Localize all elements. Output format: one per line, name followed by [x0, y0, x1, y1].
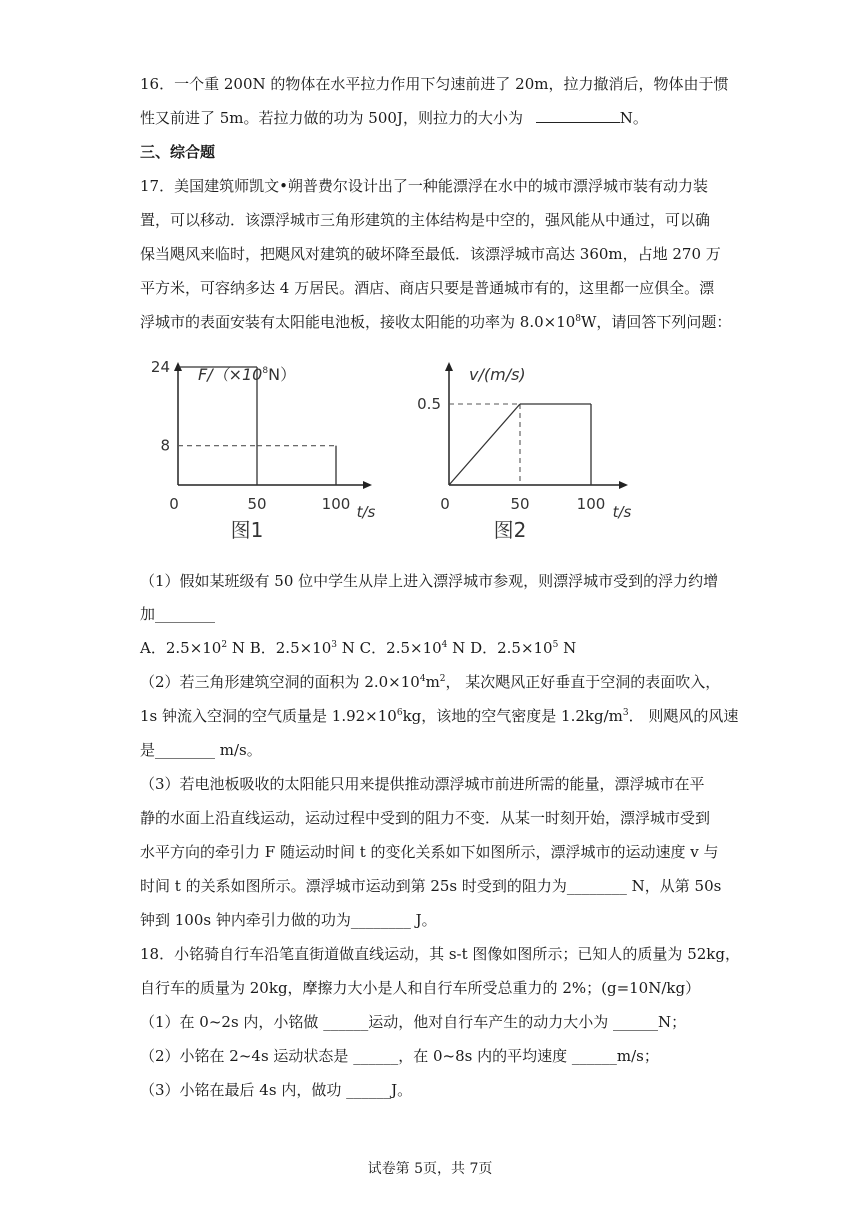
option-d-unit: N: [558, 639, 577, 657]
p2-l1-pre: （2）若三角形建筑空洞的面积为 2.0×10: [140, 673, 420, 691]
q17-line-1: 17．美国建筑师凯文•朔普费尔设计出了一种能漂浮在水中的城市漂浮城市装有动力装: [140, 177, 708, 195]
fig1-y-tick-label-0: 24: [150, 358, 170, 376]
fig2-caption: 图2: [493, 518, 527, 542]
fig1-x-axis-label: t/s: [356, 503, 376, 521]
option-d-sup: 5: [552, 640, 559, 650]
q18-part2: （2）小铭在 2~4s 运动状态是 ______，在 0~8s 内的平均速度 ______m/s；: [140, 1047, 659, 1065]
q16-line-2-text: 性又前进了 5m。若拉力做的功为 500J，则拉力的大小为: [140, 109, 523, 127]
fig1-x-axis-arrow: [363, 481, 372, 489]
q17-part3-line-2: 静的水面上沿直线运动，运动过程中受到的阻力不变．从某一时刻开始，漂浮城市受到: [140, 809, 711, 827]
p2-l2-pre: 1s 钟流入空洞的空气质量是 1.92×10: [140, 707, 397, 725]
q18-part1: （1）在 0~2s 内，小铭做 ______运动，他对自行车产生的动力大小为 ______N；: [140, 1013, 687, 1031]
fig1-y-axis-label: $F/(\times 10^8N)$: [198, 365, 297, 384]
fig2-y-axis-label: v/(m/s): [469, 365, 526, 384]
q18-line-2: 自行车的质量为 20kg，摩擦力大小是人和自行车所受总重力的 2%；(g=10N/kg）: [140, 979, 701, 997]
fig2-x-axis-arrow: [619, 481, 628, 489]
p2-l2-mid: kg，该地的空气密度是 1.2kg/m: [402, 707, 623, 725]
option-a-text: A．2.5×10: [140, 639, 222, 657]
page-footer: 试卷第 5页，共 7页: [367, 1161, 493, 1177]
q17-line-5: [140, 311, 731, 333]
p2-l1-mid: m: [425, 673, 440, 691]
p2-l2-sup2: 3: [622, 708, 629, 718]
q18-part3: （3）小铭在最后 4s 内，做功 ______J。: [140, 1081, 413, 1099]
q16-line-2: [140, 107, 648, 129]
option-a-sup: 2: [221, 640, 228, 650]
q17-options: [140, 637, 576, 659]
p2-l1-post: ， 某次飓风正好垂直于空洞的表面吹入，: [445, 673, 721, 691]
p2-l1-sup2: 2: [439, 674, 446, 684]
p2-l1-sup1: 4: [419, 674, 426, 684]
q16-line-1: 16．一个重 200N 的物体在水平拉力作用下匀速前进了 20m，拉力撤消后，物体由于惯: [140, 75, 729, 93]
option-b-text: N B．2.5×10: [227, 639, 332, 657]
q17-line-5-pre: 浮城市的表面安装有太阳能电池板，接收太阳能的功率为 8.0×10: [140, 313, 576, 331]
figures: [0, 350, 860, 560]
q17-part1-line-2: 加________: [140, 605, 216, 623]
fig2-origin-label: 0: [440, 495, 450, 513]
fig1-x-tick-label-1: 100: [321, 495, 351, 513]
q17-line-5-sup: 8: [575, 314, 582, 324]
fig2-x-tick-label-1: 100: [576, 495, 606, 513]
q17-part2-line-2: [140, 705, 738, 727]
fig2-y-axis-arrow: [445, 362, 453, 371]
q17-part3-line-5: 钟到 100s 钟内牵引力做的功为________ J。: [140, 911, 437, 929]
q18-line-1: 18．小铭骑自行车沿笔直街道做直线运动，其 s-t 图像如图所示；已知人的质量为 52kg，: [140, 945, 740, 963]
q16-line-2-unit: N。: [619, 109, 648, 127]
section-3-title: 三、综合题: [140, 143, 216, 161]
q17-part2-line-3: 是________ m/s。: [140, 741, 262, 759]
fig1-y-tick-label-1: 8: [160, 436, 170, 455]
q17-line-3: 保当飓风来临时，把飓风对建筑的破坏降至最低．该漂浮城市高达 360m，占地 270 万: [140, 245, 721, 263]
option-d-text: N D．2.5×10: [447, 639, 553, 657]
fig2-x-tick-label-0: 50: [510, 495, 530, 513]
q17-line-5-post: W，请回答下列问题：: [581, 313, 732, 331]
option-c-text: N C．2.5×10: [337, 639, 442, 657]
q17-line-4: 平方米，可容纳多达 4 万居民。酒店、商店只要是普通城市有的，这里都一应俱全。漂: [140, 279, 715, 297]
option-c-sup: 4: [441, 640, 448, 650]
fig1-caption: 图1: [230, 518, 264, 542]
q17-part3-line-1: （3）若电池板吸收的太阳能只用来提供推动漂浮城市前进所需的能量，漂浮城市在平: [140, 775, 705, 793]
q17-line-2: 置，可以移动．该漂浮城市三角形建筑的主体结构是中空的，强风能从中通过，可以确: [140, 211, 711, 229]
fig2-x-axis-label: t/s: [612, 503, 632, 521]
q17-part3-line-3: 水平方向的牵引力 F 随运动时间 t 的变化关系如下如图所示，漂浮城市的运动速度 v 与: [140, 843, 719, 861]
fig2-y-tick-label-0: 0.5: [417, 395, 441, 413]
option-b-sup: 3: [331, 640, 338, 650]
q17-part1-line-1: （1）假如某班级有 50 位中学生从岸上进入漂浮城市参观，则漂浮城市受到的浮力约增: [140, 572, 719, 590]
fig2-series-ramp: [449, 404, 520, 485]
p2-l2-sup1: 6: [396, 708, 403, 718]
p2-l2-post: ． 则飓风的风速: [628, 707, 739, 725]
q17-part3-line-4: 时间 t 的关系如图所示。漂浮城市运动到第 25s 时受到的阻力为________ N，从第 50s: [140, 877, 722, 895]
fig1-origin-label: 0: [169, 495, 179, 513]
fig1-x-tick-label-0: 50: [247, 495, 267, 513]
q17-part2-line-1: [140, 671, 720, 693]
q16-answer-blank[interactable]: [536, 107, 620, 123]
